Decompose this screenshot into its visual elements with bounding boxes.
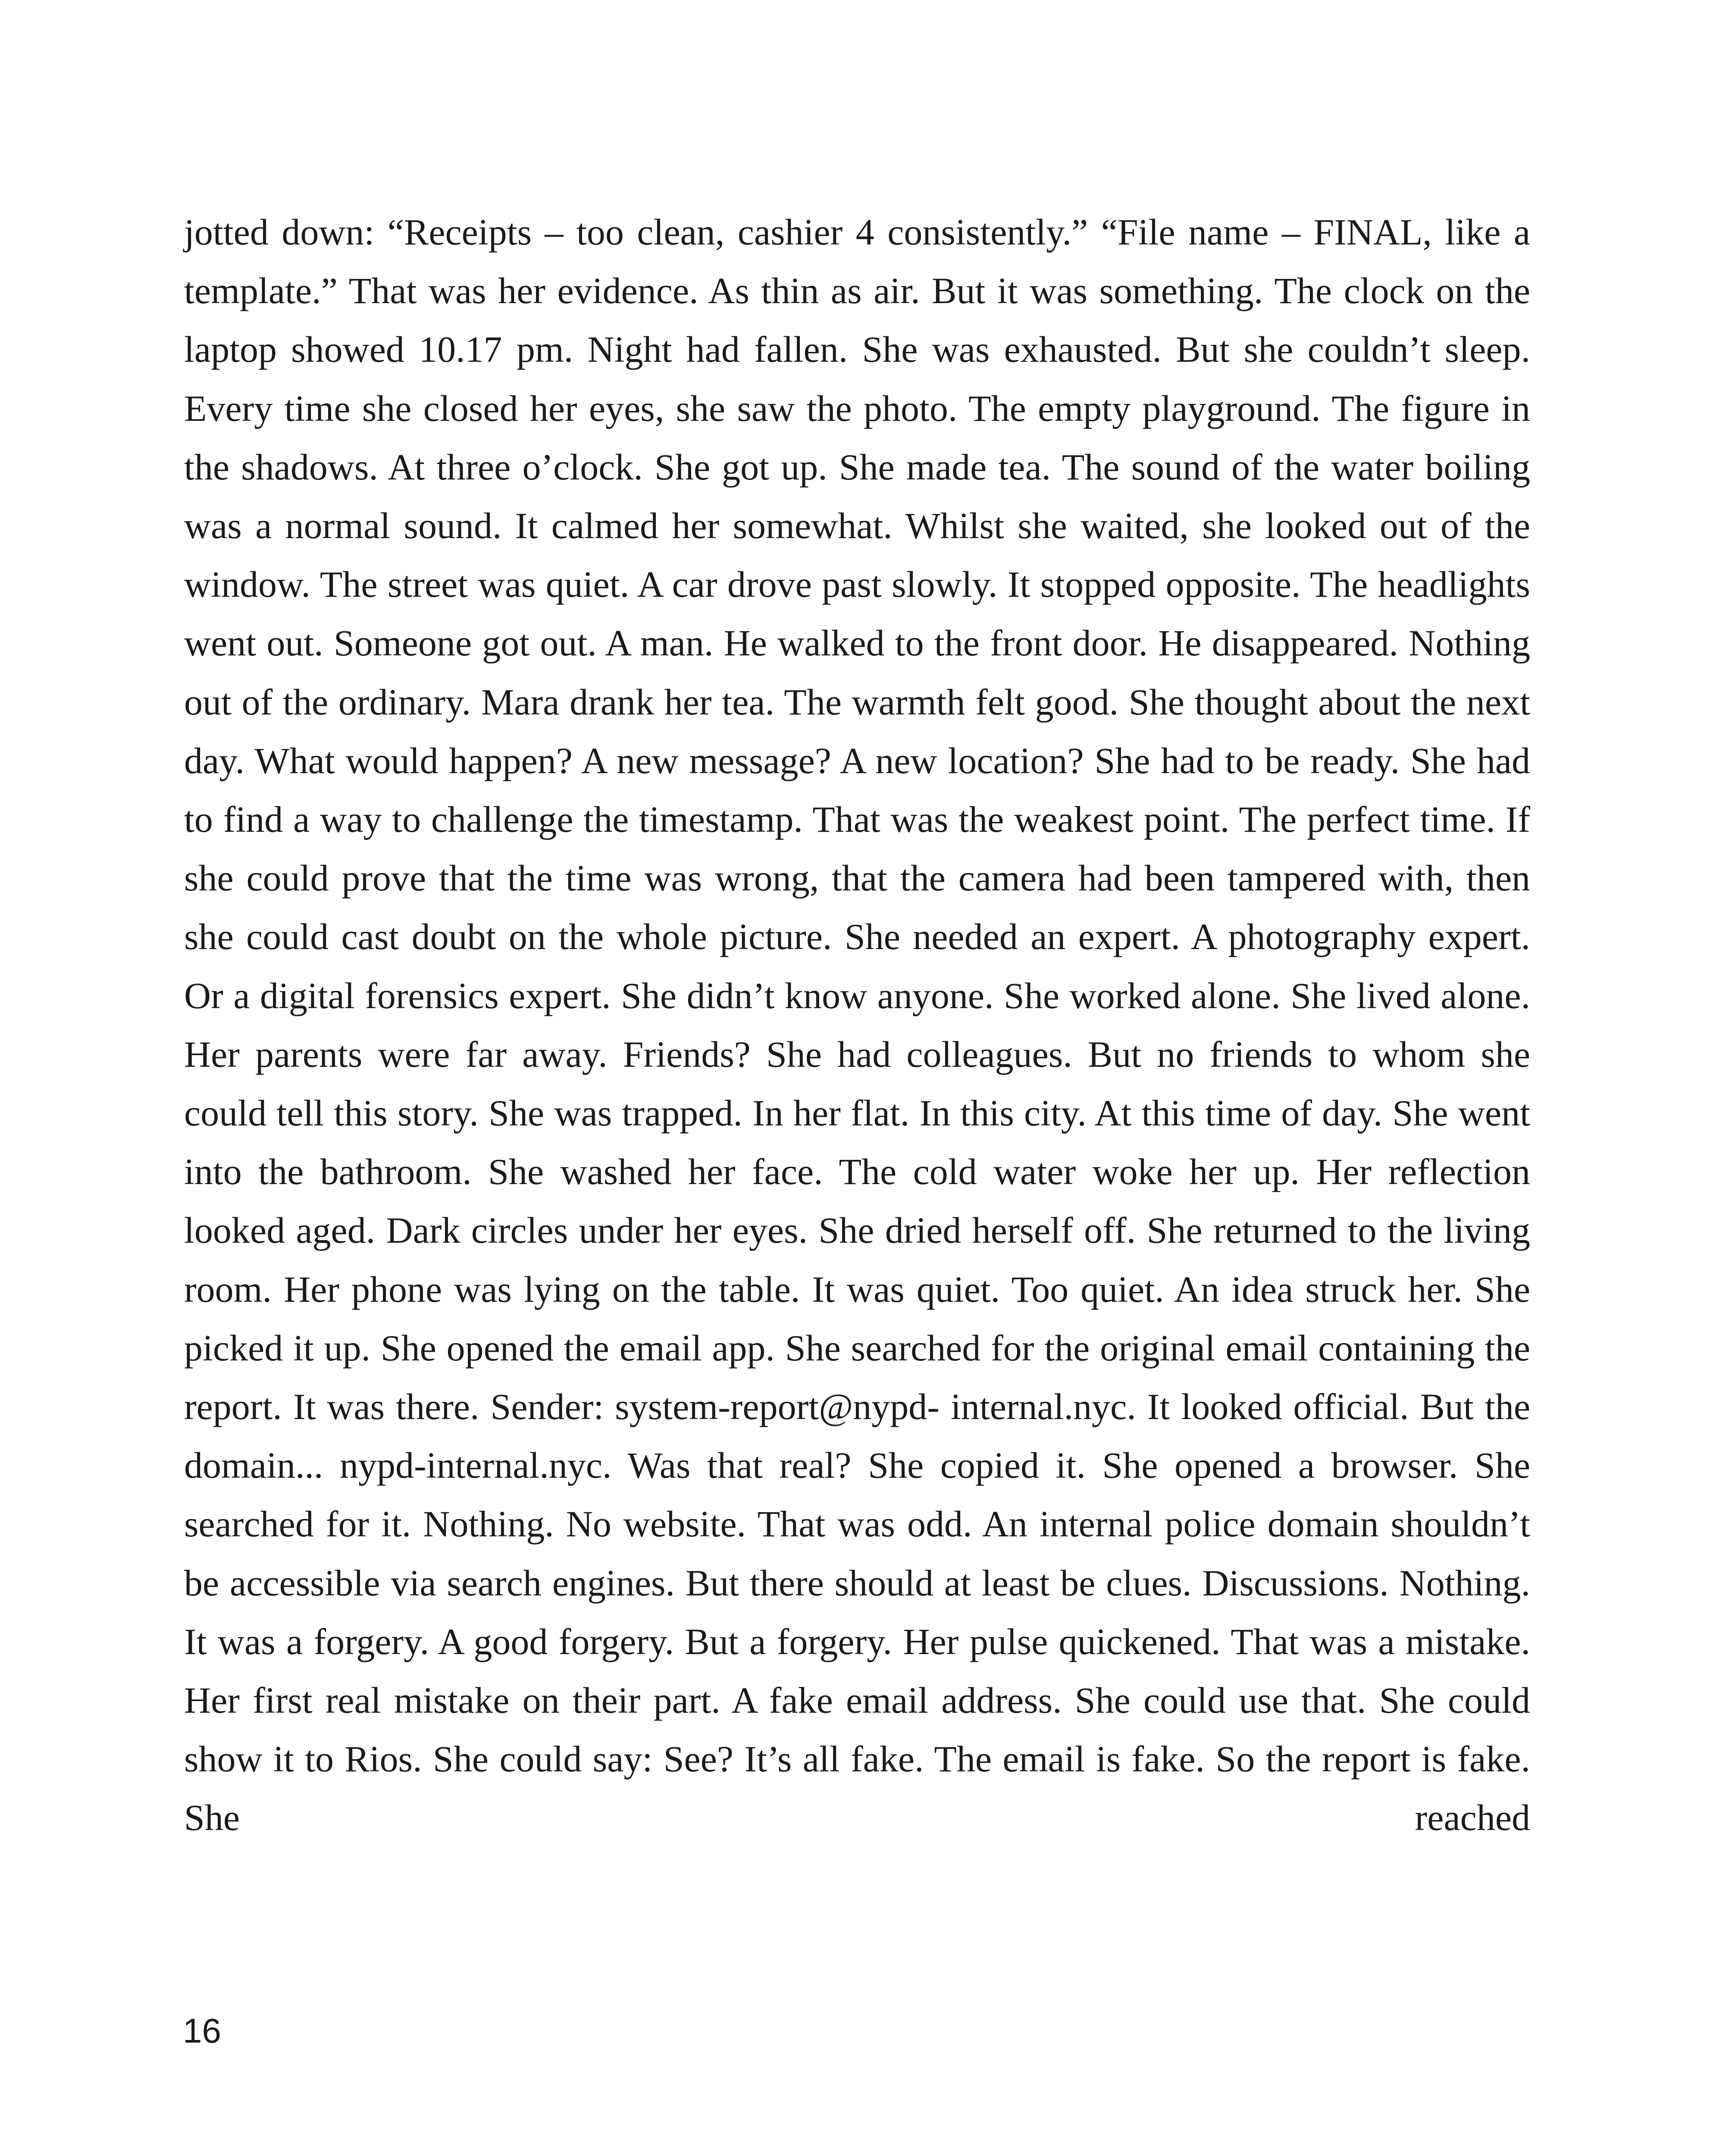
body-paragraph: jotted down: “Receipts – too clean, cashier 4 consistently.” “File name – FINAL, like a template.” That was her evidence. As thin as air. But it was something. The clock on the laptop showed 10.17 pm. Night had fallen. She was exhausted. But she couldn’t sleep. Every time she closed her eyes, she saw the photo. The empty playground. The figure in the shadows. At three o’clock. She got up. She made tea. The sound of the water boiling was a normal sound. It calmed her somewhat. Whilst she waited, she looked out of the window. The street was quiet. A car drove past slowly. It stopped opposite. The headlights went out. Someone got out. A man. He walked to the front door. He disappeared. Nothing out of the ordinary. Mara drank her tea. The warmth felt good. She thought about the next day. What would happen? A new message? A new location? She had to be ready. She had to find a way to challenge the timestamp. That was the weakest point. The perfect time. If she could prove that the time was wrong, that the camera had been tampered with, then she could cast doubt on the whole picture. She needed an expert. A photography expert. Or a digital forensics expert. She didn’t know anyone. She worked alone. She lived alone. Her parents were far away. Friends? She had colleagues. But no friends to whom she could tell this story. She was trapped. In her flat. In this city. At this time of day. She went into the bathroom. She washed her face. The cold water woke her up. Her reflection looked aged. Dark circles under her eyes. She dried herself off. She returned to the living room. Her phone was lying on the table. It was quiet. Too quiet. An idea struck her. She picked it up. She opened the email app. She searched for the original email containing the report. It was there. Sender: system-report@nypd- internal.nyc. It looked official. But the domain... nypd-internal.nyc. Was that real? She copied it. She opened a browser. She searched for it. Nothing. No website. That was odd. An internal police domain shouldn’t be accessible via search engines. But there should at least be clues. Discussions. Nothing. It was a forgery. A good forgery. But a forgery. Her pulse quickened. That was a mistake. Her first real mistake on their part. A fake email address. She could use that. She could show it to Rios. She could say: See? It’s all fake. The email is fake. So the report is fake. She reached — [184, 211, 1530, 1839]
page-number: 16 — [183, 2012, 221, 2050]
